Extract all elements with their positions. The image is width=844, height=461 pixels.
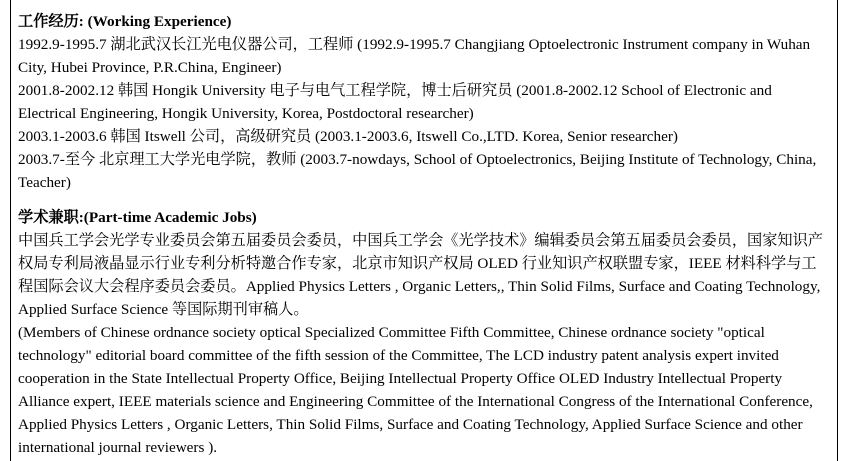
academic-jobs-heading: 学术兼职:(Part-time Academic Jobs)	[18, 209, 257, 226]
work-entry-4: 2003.7-至今 北京理工大学光电学院，教师 (2003.7-nowdays, School of Optoelectronics, Beijing Institute of Technology, China, Teacher)	[18, 151, 817, 191]
section-spacer	[18, 194, 826, 206]
academic-jobs-english-text: (Members of Chinese ordnance society optical Specialized Committee Fifth Committee, Chinese ordnance society "optical technology" editorial board committee of the fifth session of the Committee, The LCD industry patent analysis expert invited cooperation in the State Intellectual Property Office, Beijing Intellectual Property Office OLED Industry Intellectual Property Alliance expert, IEEE materials science and Engineering Committee of the International Congress of the International Conference, Applied Physics Letters , Organic Letters, Thin Solid Films, Surface and Coating Technology, Applied Surface Science and other international journal reviewers ).	[18, 324, 813, 456]
work-entry-1: 1992.9-1995.7 湖北武汉长江光电仪器公司，工程师 (1992.9-1995.7 Changjiang Optoelectronic Instrument company in Wuhan City, Hubei Province, P.R.China, Engineer)	[18, 36, 811, 76]
work-entry-3: 2003.1-2003.6 韩国 Itswell 公司，高级研究员 (2003.1-2003.6, Itswell Co.,LTD. Korea, Senior researcher)	[18, 128, 678, 145]
working-experience-heading: 工作经历: (Working Experience)	[18, 13, 232, 30]
work-entry-2: 2001.8-2002.12 韩国 Hongik University 电子与电气工程学院，博士后研究员 (2001.8-2002.12 School of Electronic and Electrical Engineering, Hongik University, Korea, Postdoctoral researcher)	[18, 82, 772, 122]
academic-jobs-chinese-text: 中国兵工学会光学专业委员会第五届委员会委员，中国兵工学会《光学技术》编辑委员会第五届委员会委员，国家知识产权局专利局液晶显示行业专利分析特邀合作专家，北京市知识产权局 OLED 行业知识产权联盟专家，IEEE 材料科学与工程国际会议大会程序委员会委员。Applied Physics Letters , Organic Letters,, Thin Solid Films, Surface and Coating Technology, Applied Surface Science 等国际期刊审稿人。	[18, 232, 823, 318]
document-content	[18, 10, 826, 459]
